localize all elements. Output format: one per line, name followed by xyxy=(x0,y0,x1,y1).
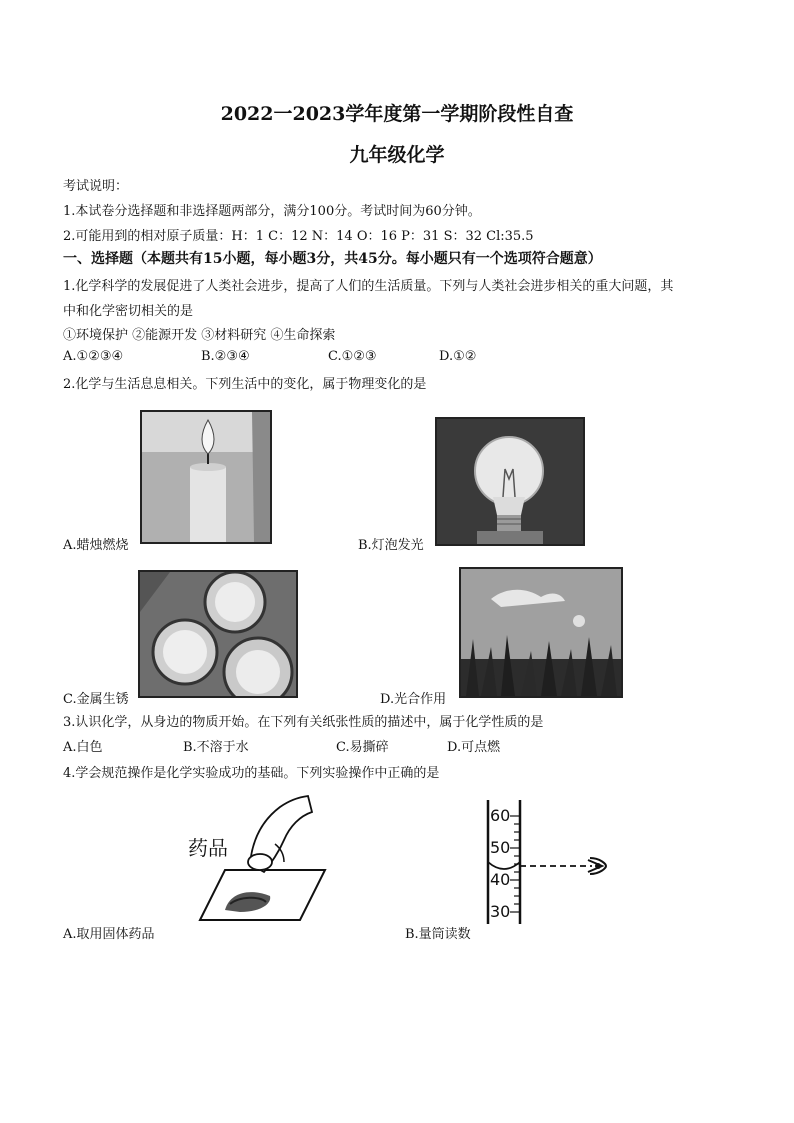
q4-option-b: B.量筒读数 xyxy=(405,927,471,942)
cylinder-tick-50: 50 xyxy=(490,838,511,857)
rusty-metal-image xyxy=(138,570,298,698)
cylinder-tick-30: 30 xyxy=(490,902,511,921)
section-heading: 一、选择题（本题共有15小题，每小题3分，共45分。每小题只有一个选项符合题意） xyxy=(63,251,602,267)
q3-option-a: A.白色 xyxy=(63,740,103,755)
instruction-item-1: 1.本试卷分选择题和非选择题两部分，满分100分。考试时间为60分钟。 xyxy=(63,204,481,219)
q3-stem: 3.认识化学，从身边的物质开始。在下列有关纸张性质的描述中，属于化学性质的是 xyxy=(63,715,544,730)
cylinder-tick-40: 40 xyxy=(490,870,511,889)
q2-option-c: C.金属生锈 xyxy=(63,692,129,707)
q2-option-d: D.光合作用 xyxy=(380,692,447,707)
instruction-item-2: 2.可能用到的相对原子质量：H：1 C：12 N：14 O：16 P：31 S：32 Cl:35.5 xyxy=(63,229,534,244)
q2-option-a: A.蜡烛燃烧 xyxy=(63,538,129,553)
q4-stem: 4.学会规范操作是化学实验成功的基础。下列实验操作中正确的是 xyxy=(63,766,440,781)
light-bulb-image xyxy=(435,417,585,546)
q1-option-a: A.①②③④ xyxy=(63,349,124,364)
q3-option-c: C.易撕碎 xyxy=(336,740,389,755)
q1-option-c: C.①②③ xyxy=(328,349,377,364)
instructions-heading: 考试说明： xyxy=(63,179,129,194)
photosynthesis-image xyxy=(459,567,623,698)
q3-option-b: B.不溶于水 xyxy=(183,740,249,755)
q4-option-a: A.取用固体药品 xyxy=(63,927,155,942)
q1-stem-line1: 1.化学科学的发展促进了人类社会进步，提高了人们的生活质量。下列与人类社会进步相关的重大问题，其 xyxy=(63,279,674,294)
exam-subtitle: 九年级化学 xyxy=(349,144,445,166)
exam-title: 2022一2023学年度第一学期阶段性自查 xyxy=(220,103,574,125)
q3-option-d: D.可点燃 xyxy=(447,740,501,755)
candle-image xyxy=(140,410,272,544)
figure-a-label: 药品 xyxy=(188,836,228,860)
q1-stem-line2: 中和化学密切相关的是 xyxy=(63,304,194,319)
q2-option-b: B.灯泡发光 xyxy=(358,538,424,553)
q1-option-d: D.①② xyxy=(439,349,477,364)
q2-stem: 2.化学与生活息息相关。下列生活中的变化，属于物理变化的是 xyxy=(63,377,427,392)
q1-option-b: B.②③④ xyxy=(201,349,250,364)
cylinder-tick-60: 60 xyxy=(490,806,511,825)
q1-items: ①环境保护 ②能源开发 ③材料研究 ④生命探索 xyxy=(63,328,336,343)
